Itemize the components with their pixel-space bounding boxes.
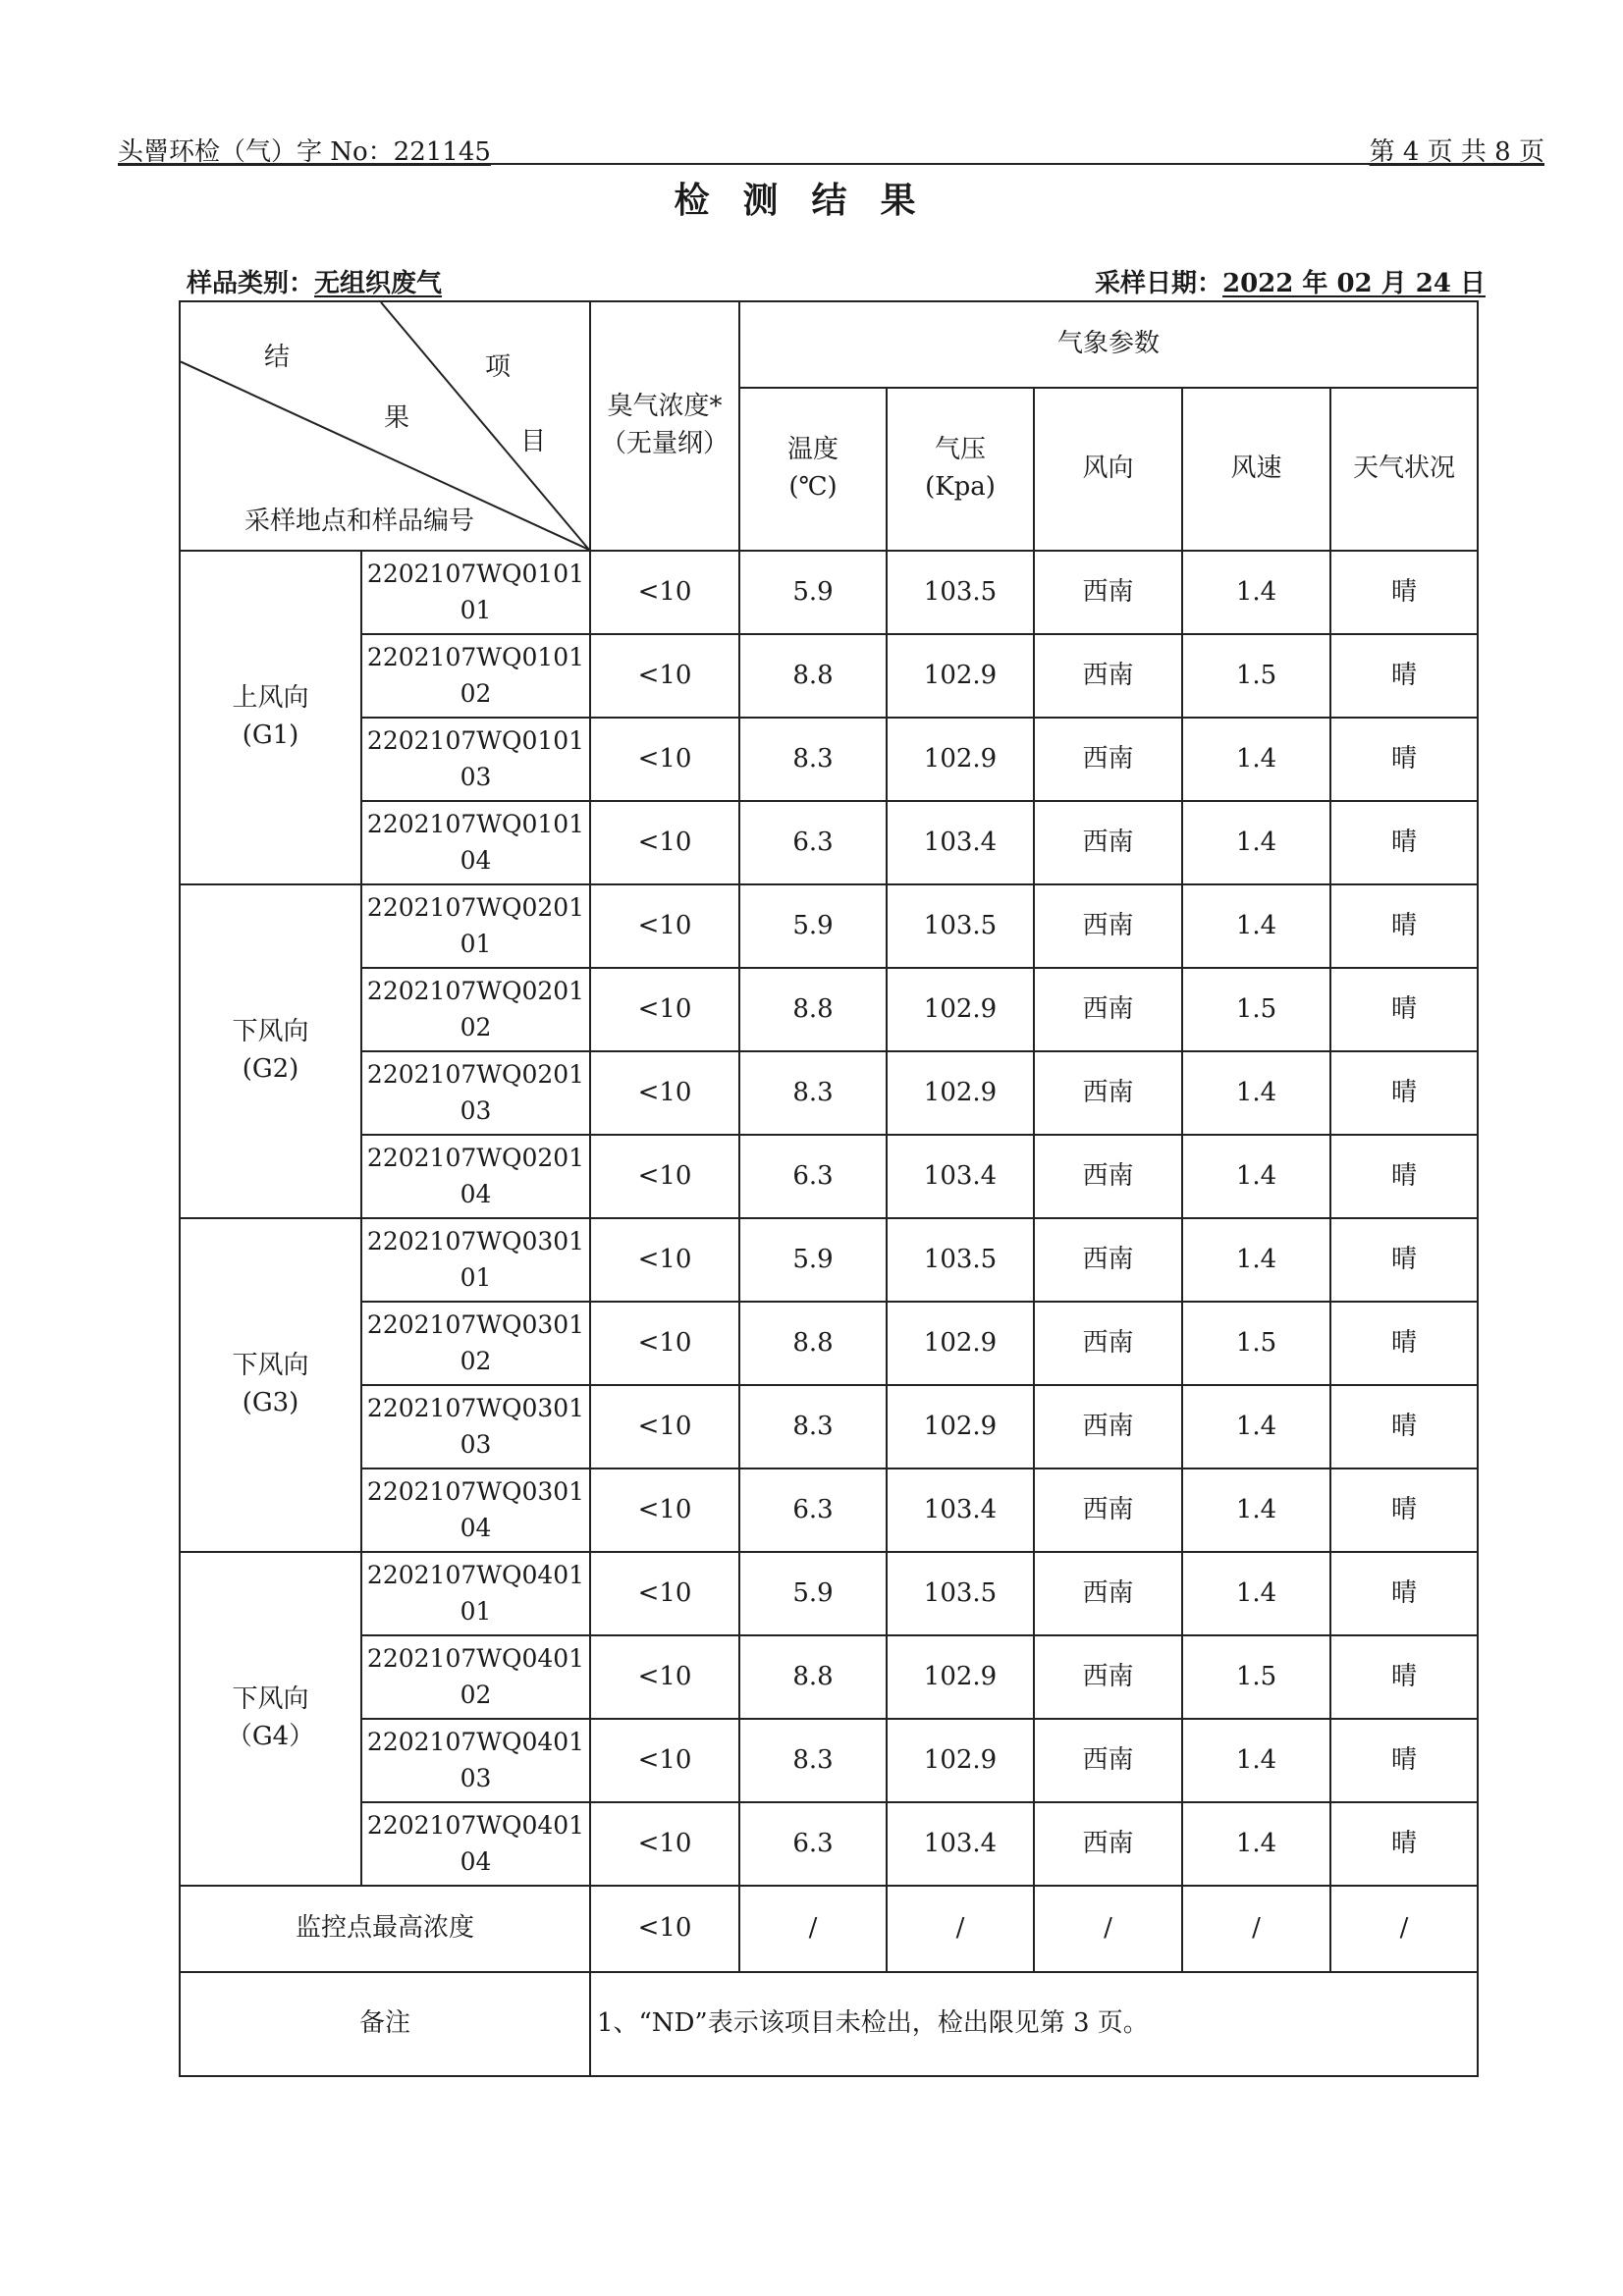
- page-title: 检测结果: [674, 180, 949, 221]
- table-row: [180, 1135, 1478, 1218]
- pressure-header: 气压 (Kpa): [887, 388, 1034, 551]
- weather-cell: 晴: [1330, 634, 1478, 718]
- max-concentration-row: [180, 1886, 1478, 1972]
- weather-cell: 晴: [1330, 884, 1478, 968]
- odor-cell: <10: [590, 1552, 739, 1635]
- wind-speed-cell: 1.4: [1182, 884, 1330, 968]
- table-row: [180, 634, 1478, 718]
- temp-cell: 8.8: [739, 1302, 887, 1385]
- sample-id-cell: 2202107WQ0401 03: [361, 1719, 590, 1802]
- header-rule: [118, 163, 1544, 165]
- weather-cell: 晴: [1330, 1552, 1478, 1635]
- weather-cell: 晴: [1330, 1635, 1478, 1719]
- table-row: [180, 884, 1478, 968]
- temp-cell: 6.3: [739, 1135, 887, 1218]
- sample-id-cell: 2202107WQ0401 02: [361, 1635, 590, 1719]
- weather-cell: 晴: [1330, 718, 1478, 801]
- sample-id-cell: 2202107WQ0201 04: [361, 1135, 590, 1218]
- pressure-cell: 103.5: [887, 1552, 1034, 1635]
- odor-cell: <10: [590, 884, 739, 968]
- remarks-label: 备注: [180, 1972, 590, 2076]
- sample-date-value: 2022 年 02 月 24 日: [1222, 269, 1486, 298]
- sample-id-cell: 2202107WQ0301 01: [361, 1218, 590, 1302]
- table-row: [180, 718, 1478, 801]
- diag-result-char-2: 果: [384, 403, 410, 433]
- pressure-cell: 102.9: [887, 1051, 1034, 1135]
- diag-location-label: 采样地点和样品编号: [244, 507, 475, 536]
- results-table: [179, 300, 1479, 2077]
- max-weather-cell: /: [1330, 1886, 1478, 1972]
- table-row: [180, 801, 1478, 884]
- pressure-cell: 102.9: [887, 1719, 1034, 1802]
- max-wind-speed-cell: /: [1182, 1886, 1330, 1972]
- pressure-cell: 103.4: [887, 801, 1034, 884]
- sample-type-value: 无组织废气: [314, 269, 443, 298]
- wind-direction-header: 风向: [1034, 388, 1182, 551]
- pressure-cell: 103.5: [887, 551, 1034, 634]
- wind-direction-cell: 西南: [1034, 1218, 1182, 1302]
- wind-direction-cell: 西南: [1034, 1802, 1182, 1886]
- odor-cell: <10: [590, 1135, 739, 1218]
- weather-cell: 晴: [1330, 551, 1478, 634]
- diag-item-char-2: 目: [520, 427, 547, 456]
- weather-cell: 晴: [1330, 1051, 1478, 1135]
- pressure-cell: 103.4: [887, 1135, 1034, 1218]
- table-row: [180, 1302, 1478, 1385]
- odor-cell: <10: [590, 1802, 739, 1886]
- weather-cell: 晴: [1330, 968, 1478, 1051]
- odor-cell: <10: [590, 968, 739, 1051]
- sample-id-cell: 2202107WQ0101 01: [361, 551, 590, 634]
- odor-cell: <10: [590, 801, 739, 884]
- wind-speed-header: 风速: [1182, 388, 1330, 551]
- table-row: [180, 1385, 1478, 1468]
- temp-cell: 6.3: [739, 801, 887, 884]
- wind-speed-cell: 1.5: [1182, 968, 1330, 1051]
- table-row: [180, 1635, 1478, 1719]
- wind-speed-cell: 1.5: [1182, 634, 1330, 718]
- page-info: 第 4 页 共 8 页: [1369, 137, 1544, 167]
- sample-date: [1095, 263, 1486, 299]
- location-cell: 下风向 （G4）: [180, 1552, 361, 1886]
- pressure-cell: 102.9: [887, 1385, 1034, 1468]
- sample-id-cell: 2202107WQ0301 02: [361, 1302, 590, 1385]
- wind-speed-cell: 1.4: [1182, 801, 1330, 884]
- temp-cell: 8.8: [739, 1635, 887, 1719]
- temp-cell: 8.8: [739, 634, 887, 718]
- odor-cell: <10: [590, 1635, 739, 1719]
- sample-id-cell: 2202107WQ0401 01: [361, 1552, 590, 1635]
- temp-cell: 5.9: [739, 884, 887, 968]
- wind-direction-cell: 西南: [1034, 634, 1182, 718]
- pressure-cell: 102.9: [887, 968, 1034, 1051]
- max-wind-dir-cell: /: [1034, 1886, 1182, 1972]
- weather-cell: 晴: [1330, 1802, 1478, 1886]
- diag-result-char: 结: [264, 343, 291, 372]
- temp-cell: 8.3: [739, 718, 887, 801]
- table-row: [180, 1719, 1478, 1802]
- pressure-cell: 102.9: [887, 1302, 1034, 1385]
- wind-speed-cell: 1.5: [1182, 1635, 1330, 1719]
- wind-direction-cell: 西南: [1034, 551, 1182, 634]
- wind-direction-cell: 西南: [1034, 1719, 1182, 1802]
- odor-cell: <10: [590, 1051, 739, 1135]
- wind-speed-cell: 1.4: [1182, 1385, 1330, 1468]
- remarks-row: [180, 1972, 1478, 2076]
- max-pressure-cell: /: [887, 1886, 1034, 1972]
- wind-speed-cell: 1.4: [1182, 551, 1330, 634]
- sample-type-label: 样品类别：: [187, 269, 315, 298]
- sample-id-cell: 2202107WQ0101 04: [361, 801, 590, 884]
- pressure-cell: 103.5: [887, 1218, 1034, 1302]
- location-cell: 下风向 (G2): [180, 884, 361, 1218]
- wind-speed-cell: 1.4: [1182, 1802, 1330, 1886]
- weather-group-header: 气象参数: [739, 301, 1478, 388]
- wind-speed-cell: 1.5: [1182, 1302, 1330, 1385]
- wind-direction-cell: 西南: [1034, 1385, 1182, 1468]
- sample-id-cell: 2202107WQ0201 02: [361, 968, 590, 1051]
- temp-cell: 5.9: [739, 551, 887, 634]
- temp-cell: 5.9: [739, 1218, 887, 1302]
- sample-date-label: 采样日期：: [1094, 269, 1222, 298]
- weather-cell: 晴: [1330, 1385, 1478, 1468]
- temp-cell: 8.3: [739, 1385, 887, 1468]
- table-row: [180, 1218, 1478, 1302]
- pressure-cell: 102.9: [887, 1635, 1034, 1719]
- weather-cell: 晴: [1330, 801, 1478, 884]
- odor-cell: <10: [590, 1302, 739, 1385]
- sample-id-cell: 2202107WQ0201 01: [361, 884, 590, 968]
- wind-direction-cell: 西南: [1034, 718, 1182, 801]
- pressure-cell: 103.4: [887, 1468, 1034, 1552]
- weather-cell: 晴: [1330, 1719, 1478, 1802]
- odor-cell: <10: [590, 634, 739, 718]
- odor-header: 臭气浓度* （无量纲）: [590, 301, 739, 551]
- wind-direction-cell: 西南: [1034, 801, 1182, 884]
- location-cell: 下风向 (G3): [180, 1218, 361, 1552]
- table-row: [180, 968, 1478, 1051]
- weather-header: 天气状况: [1330, 388, 1478, 551]
- odor-cell: <10: [590, 1218, 739, 1302]
- remarks-text: 1、“ND”表示该项目未检出，检出限见第 3 页。: [590, 1972, 1478, 2076]
- max-odor-cell: <10: [590, 1886, 739, 1972]
- pressure-cell: 103.5: [887, 884, 1034, 968]
- pressure-cell: 102.9: [887, 718, 1034, 801]
- temp-cell: 6.3: [739, 1802, 887, 1886]
- sample-id-cell: 2202107WQ0301 04: [361, 1468, 590, 1552]
- wind-direction-cell: 西南: [1034, 968, 1182, 1051]
- temp-cell: 5.9: [739, 1552, 887, 1635]
- wind-speed-cell: 1.4: [1182, 1719, 1330, 1802]
- temp-cell: 8.3: [739, 1051, 887, 1135]
- weather-cell: 晴: [1330, 1302, 1478, 1385]
- wind-direction-cell: 西南: [1034, 1135, 1182, 1218]
- wind-direction-cell: 西南: [1034, 1552, 1182, 1635]
- report-number: 头罾环检（气）字 No：221145: [118, 137, 491, 167]
- temp-cell: 8.3: [739, 1719, 887, 1802]
- wind-direction-cell: 西南: [1034, 1302, 1182, 1385]
- wind-speed-cell: 1.4: [1182, 1051, 1330, 1135]
- location-cell: 上风向 (G1): [180, 551, 361, 884]
- odor-cell: <10: [590, 1719, 739, 1802]
- table-row: [180, 551, 1478, 634]
- odor-cell: <10: [590, 1468, 739, 1552]
- wind-direction-cell: 西南: [1034, 884, 1182, 968]
- max-temp-cell: /: [739, 1886, 887, 1972]
- diag-item-char: 项: [485, 352, 512, 382]
- temp-header: 温度 (℃): [739, 388, 887, 551]
- wind-speed-cell: 1.4: [1182, 1552, 1330, 1635]
- sample-id-cell: 2202107WQ0301 03: [361, 1385, 590, 1468]
- wind-direction-cell: 西南: [1034, 1468, 1182, 1552]
- odor-cell: <10: [590, 1385, 739, 1468]
- weather-cell: 晴: [1330, 1468, 1478, 1552]
- wind-speed-cell: 1.4: [1182, 1135, 1330, 1218]
- weather-cell: 晴: [1330, 1135, 1478, 1218]
- wind-direction-cell: 西南: [1034, 1635, 1182, 1719]
- weather-cell: 晴: [1330, 1218, 1478, 1302]
- odor-cell: <10: [590, 551, 739, 634]
- sample-id-cell: 2202107WQ0201 03: [361, 1051, 590, 1135]
- wind-direction-cell: 西南: [1034, 1051, 1182, 1135]
- table-row: [180, 1552, 1478, 1635]
- sample-type: [187, 263, 442, 299]
- pressure-cell: 102.9: [887, 634, 1034, 718]
- temp-cell: 6.3: [739, 1468, 887, 1552]
- wind-speed-cell: 1.4: [1182, 718, 1330, 801]
- diagonal-header-cell: [180, 301, 590, 551]
- table-row: [180, 1051, 1478, 1135]
- wind-speed-cell: 1.4: [1182, 1218, 1330, 1302]
- table-row: [180, 1802, 1478, 1886]
- wind-speed-cell: 1.4: [1182, 1468, 1330, 1552]
- sample-id-cell: 2202107WQ0401 04: [361, 1802, 590, 1886]
- max-concentration-label: 监控点最高浓度: [180, 1886, 590, 1972]
- odor-cell: <10: [590, 718, 739, 801]
- sample-id-cell: 2202107WQ0101 02: [361, 634, 590, 718]
- sample-id-cell: 2202107WQ0101 03: [361, 718, 590, 801]
- table-row: [180, 1468, 1478, 1552]
- pressure-cell: 103.4: [887, 1802, 1034, 1886]
- temp-cell: 8.8: [739, 968, 887, 1051]
